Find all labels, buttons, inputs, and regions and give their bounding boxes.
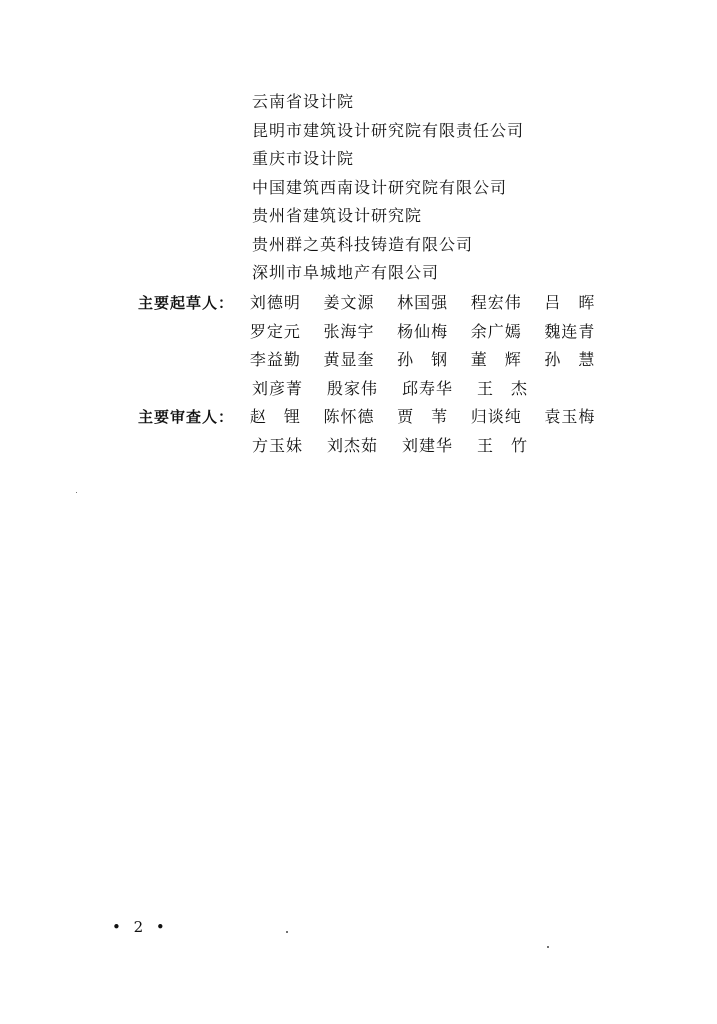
reviewers-row: [138, 403, 618, 432]
drafters-row: [138, 318, 618, 347]
drafters-row: [138, 346, 618, 375]
drafter-name: 姜文源: [323, 293, 375, 312]
main-reviewers-label: 主要审查人：: [138, 408, 235, 426]
drafter-name: 吕 晖: [544, 293, 596, 312]
drafter-name: 余广嫣: [470, 321, 522, 341]
reviewer-name: 方玉妹: [252, 435, 304, 455]
drafter-name: 孙 慧: [544, 350, 596, 369]
unit-item: 重庆市设计院: [252, 149, 355, 168]
drafters-row: [138, 289, 618, 318]
reviewer-name: 王 竹: [477, 435, 529, 455]
participating-units-list: [252, 88, 524, 288]
scan-speck: [76, 492, 77, 493]
drafter-name: 罗定元: [249, 321, 301, 341]
reviewer-name: 刘建华: [402, 435, 454, 455]
drafter-name: 程宏伟: [470, 293, 522, 312]
reviewer-name: 袁玉梅: [544, 407, 596, 426]
scan-speck: [547, 946, 549, 948]
main-reviewers-section: [138, 403, 618, 460]
page-number: • 2 •: [112, 918, 169, 936]
unit-item: 贵州省建筑设计研究院: [252, 206, 423, 225]
unit-item: 中国建筑西南设计研究院有限公司: [252, 177, 508, 197]
drafter-name: 邱寿华: [402, 378, 454, 398]
scan-speck: [286, 931, 288, 933]
unit-item: 深圳市阜城地产有限公司: [252, 263, 440, 282]
drafter-name: 林国强: [397, 293, 449, 312]
drafter-name: 杨仙梅: [397, 321, 449, 341]
drafter-name: 李益勤: [249, 350, 301, 369]
drafter-name: 王 杰: [477, 378, 529, 398]
drafter-name: 魏连青: [544, 321, 596, 341]
unit-item: 云南省设计院: [252, 92, 355, 111]
unit-item: 昆明市建筑设计研究院有限责任公司: [252, 120, 525, 140]
drafters-row: [138, 375, 618, 404]
reviewer-name: 赵 锂: [249, 407, 301, 426]
drafter-name: 董 辉: [470, 350, 522, 369]
reviewer-name: 刘杰茹: [327, 435, 379, 455]
reviewer-name: 归谈纯: [470, 407, 522, 426]
drafter-name: 黄显奎: [323, 350, 375, 369]
drafter-name: 孙 钢: [397, 350, 449, 369]
reviewer-name: 贾 苇: [397, 407, 449, 426]
unit-item: 贵州群之英科技铸造有限公司: [252, 234, 474, 254]
main-drafters-section: [138, 289, 618, 403]
reviewers-row: [138, 432, 618, 461]
reviewer-name: 陈怀德: [323, 407, 375, 426]
drafter-name: 张海宇: [323, 321, 375, 341]
main-drafters-label: 主要起草人：: [138, 294, 235, 312]
drafter-name: 殷家伟: [327, 378, 379, 398]
drafter-name: 刘德明: [249, 293, 301, 312]
drafter-name: 刘彦菁: [252, 378, 304, 398]
